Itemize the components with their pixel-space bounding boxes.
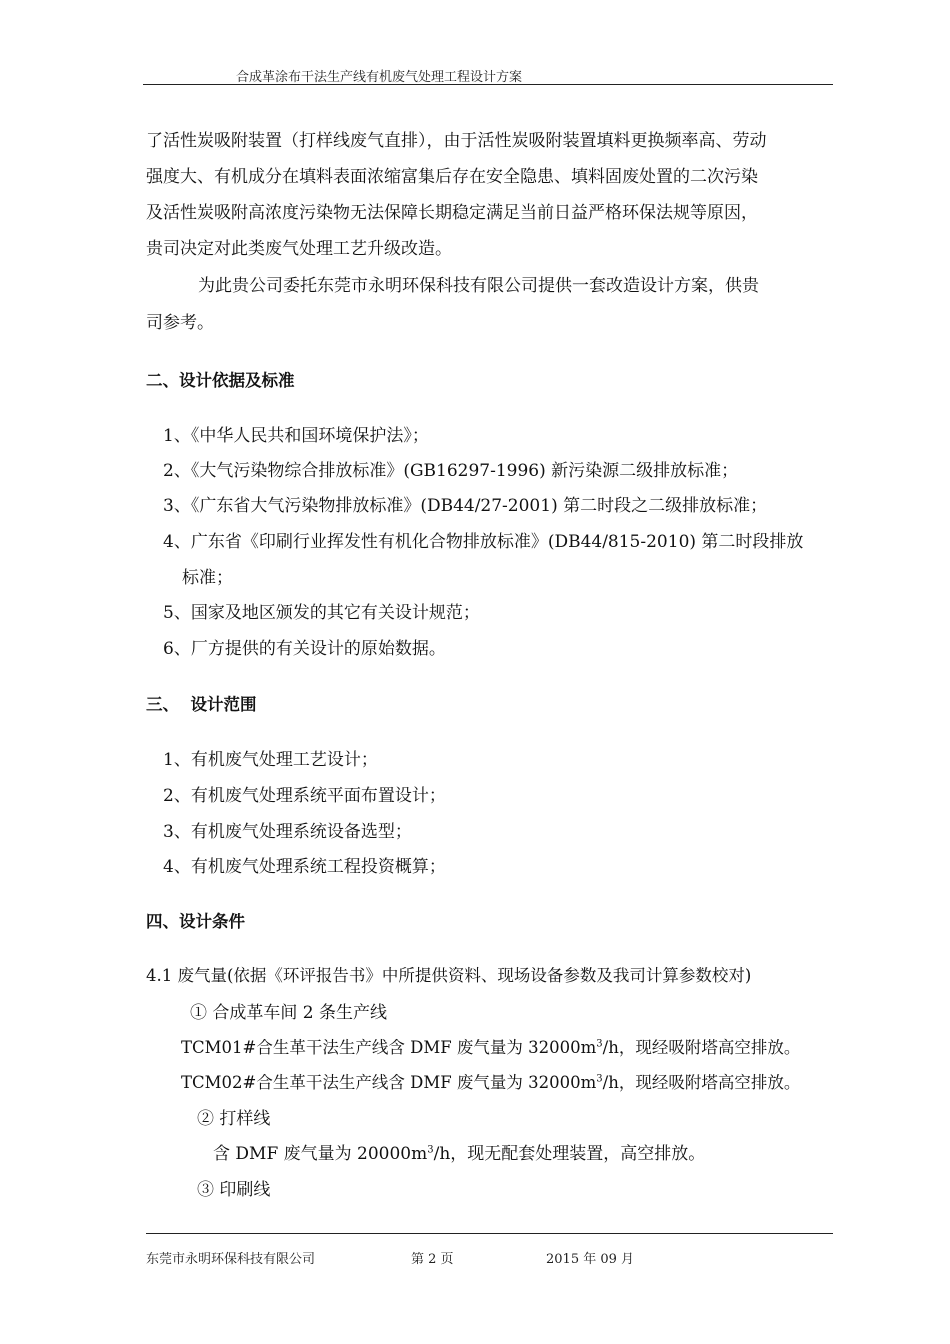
footer-divider: [146, 1233, 833, 1234]
footer-date: 2015 年 09 月: [546, 1252, 635, 1267]
unit-superscript: 3: [427, 1144, 434, 1156]
intro-line-4: 贵司决定对此类废气处理工艺升级改造。: [146, 239, 452, 259]
tcm01-text: TCM01#合生革干法生产线含 DMF 废气量为 32000m: [181, 1038, 597, 1057]
section-heading-4: 四、设计条件: [146, 912, 245, 931]
running-header: 合成革涂布干法生产线有机废气处理工程设计方案: [236, 70, 523, 85]
footer-page-number: 第 2 页: [411, 1252, 454, 1267]
list-item: ② 打样线: [197, 1109, 271, 1129]
dmf-text-end: /h，现无配套处理装置，高空排放。: [433, 1144, 706, 1164]
list-item: 1、有机废气处理工艺设计；: [163, 750, 378, 770]
list-item: 6、厂方提供的有关设计的原始数据。: [163, 639, 446, 659]
tcm02-line: [181, 1069, 800, 1093]
list-item: 3、有机废气处理系统设备选型；: [163, 822, 412, 842]
tcm01-text-end: /h，现经吸附塔高空排放。: [602, 1038, 801, 1057]
section-heading-2: 二、设计依据及标准: [146, 371, 295, 390]
list-item: 4、有机废气处理系统工程投资概算；: [163, 857, 446, 877]
intro-line-3: 及活性炭吸附高浓度污染物无法保障长期稳定满足当前日益严格环保法规等原因，: [146, 203, 758, 223]
list-item: 1、《中华人民共和国环境保护法》；: [163, 426, 429, 446]
tcm02-text-end: /h，现经吸附塔高空排放。: [602, 1073, 801, 1092]
intro-line-2: 强度大、有机成分在填料表面浓缩富集后存在安全隐患、填料固废处置的二次污染: [146, 167, 758, 187]
footer-company: 东莞市永明环保科技有限公司: [146, 1252, 316, 1267]
subsection-title: 4.1 废气量(依据《环评报告书》中所提供资料、现场设备参数及我司计算参数校对): [146, 966, 752, 985]
dmf-line: [213, 1139, 705, 1164]
list-item-continuation: 标准；: [182, 568, 233, 588]
tcm01-line: [181, 1034, 800, 1058]
list-item: 2、《大气污染物综合排放标准》(GB16297-1996) 新污染源二级排放标准；: [163, 461, 739, 481]
section-heading-3: 三、 设计范围: [146, 695, 257, 714]
list-item: 3、《广东省大气污染物排放标准》(DB44/27-2001) 第二时段之二级排放标准；: [163, 496, 768, 516]
intro-line-5: 为此贵公司委托东莞市永明环保科技有限公司提供一套改造设计方案，供贵: [198, 276, 759, 296]
list-item: 4、广东省《印刷行业挥发性有机化合物排放标准》(DB44/815-2010) 第二时段排放: [163, 532, 804, 552]
unit-superscript: 3: [596, 1073, 603, 1085]
intro-line-1: 了活性炭吸附装置（打样线废气直排），由于活性炭吸附装置填料更换频率高、劳动: [146, 131, 767, 151]
intro-line-6: 司参考。: [146, 313, 214, 333]
unit-superscript: 3: [596, 1038, 603, 1050]
list-item: ③ 印刷线: [197, 1180, 271, 1200]
list-item: 2、有机废气处理系统平面布置设计；: [163, 786, 446, 806]
dmf-text: 含 DMF 废气量为 20000m: [213, 1144, 428, 1164]
list-item: 5、国家及地区颁发的其它有关设计规范；: [163, 603, 480, 623]
list-item: ① 合成革车间 2 条生产线: [190, 1003, 388, 1023]
header-divider: [143, 84, 833, 85]
tcm02-text: TCM02#合生革干法生产线含 DMF 废气量为 32000m: [181, 1073, 597, 1092]
